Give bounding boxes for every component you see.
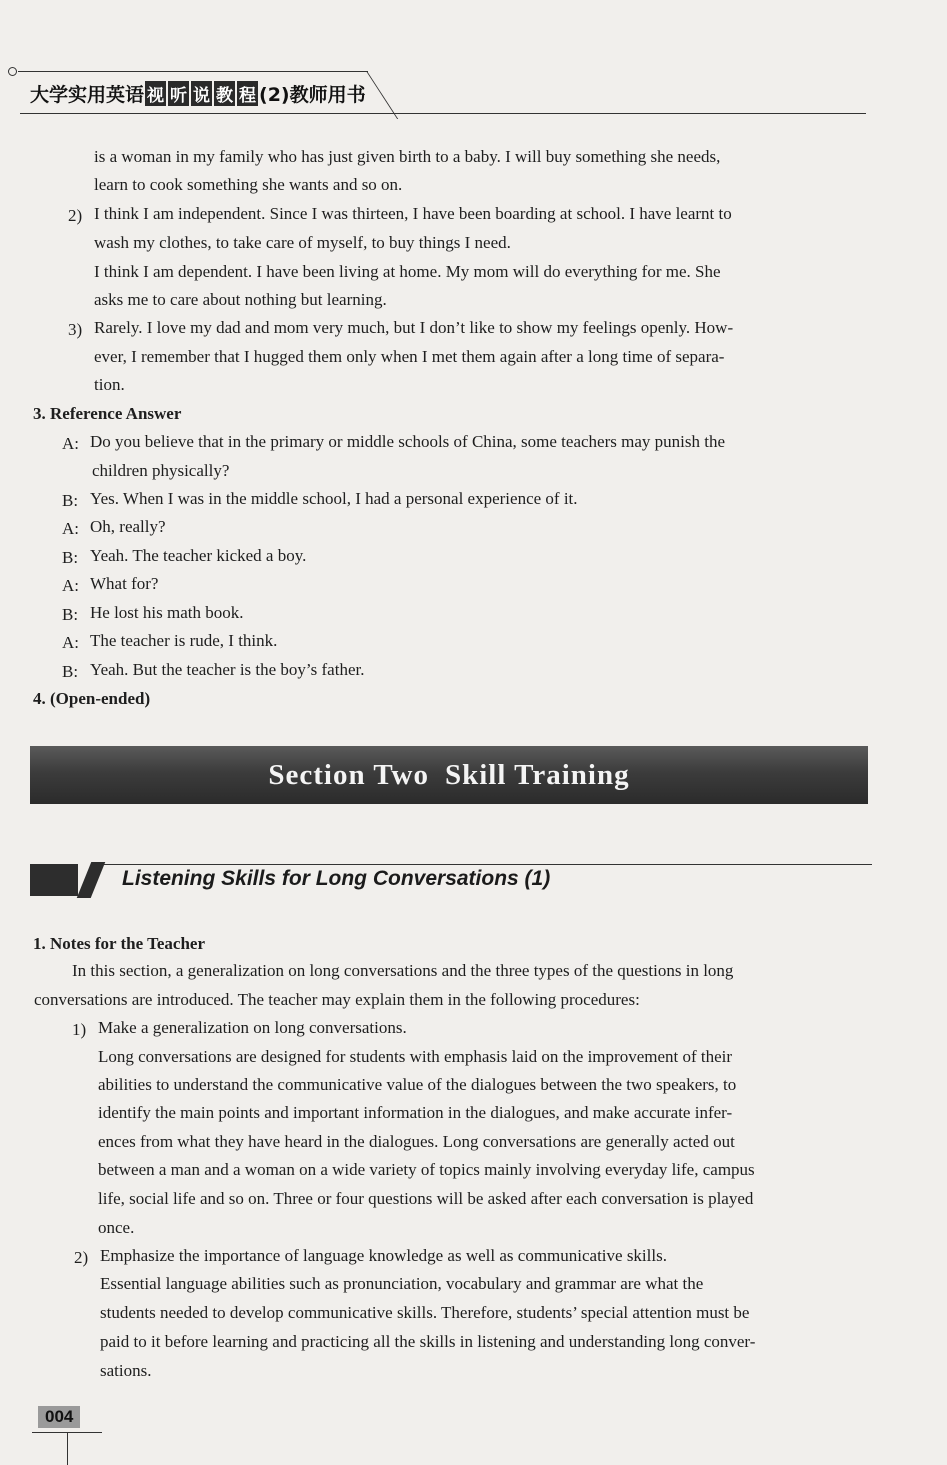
header-bottom-rule [20, 113, 866, 114]
dialogue-line: Do you believe that in the primary or middle schools of China, some teachers may punish the [90, 432, 725, 451]
dialogue-line: Oh, really? [90, 517, 166, 536]
paragraph-line: sations. [100, 1361, 152, 1380]
paragraph-line: Rarely. I love my dad and mom very much, but I don’t like to show my feelings openly. How- [94, 318, 734, 337]
paragraph-line: I think I am independent. Since I was thirteen, I have been boarding at school. I have learnt to [94, 204, 732, 223]
paragraph-line: tion. [94, 375, 125, 394]
section-heading: 1. Notes for the Teacher [33, 934, 206, 953]
paragraph-line: learn to cook something she wants and so on. [94, 175, 403, 194]
speaker-label: B: [62, 548, 79, 567]
item-number: 3) [68, 320, 83, 339]
header-title-suffix: (2)教师用书 [259, 84, 366, 106]
step-title: Emphasize the importance of language knowledge as well as communicative skills. [100, 1246, 667, 1265]
speaker-label: B: [62, 491, 79, 510]
dialogue-line: The teacher is rude, I think. [90, 631, 278, 650]
header-title-box: 视 [145, 81, 166, 106]
speaker-label: A: [62, 519, 79, 538]
section-banner [30, 746, 868, 804]
item-number: 2) [68, 206, 83, 225]
paragraph-line: ever, I remember that I hugged them only when I met them again after a long time of separa- [94, 347, 725, 366]
paragraph-line: Long conversations are designed for students with emphasis laid on the improvement of their [98, 1047, 733, 1066]
subheading-title: Listening Skills for Long Conversations (1) [122, 867, 551, 890]
footer-vertical-rule [67, 1432, 68, 1465]
speaker-label: A: [62, 434, 79, 453]
item-number: 1) [72, 1020, 87, 1039]
speaker-label: B: [62, 605, 79, 624]
step-title: Make a generalization on long conversations. [98, 1018, 407, 1037]
dialogue-line: Yeah. But the teacher is the boy’s father. [90, 660, 365, 679]
banner-part1: Section Two [268, 758, 429, 791]
header-title-prefix: 大学实用英语 [30, 84, 145, 106]
running-header [30, 80, 366, 107]
paragraph-line: I think I am dependent. I have been living at home. My mom will do everything for me. She [94, 262, 721, 281]
header-slant-rule [366, 71, 398, 119]
subheading-bar-icon [30, 864, 78, 896]
item-number: 2) [74, 1248, 89, 1267]
paragraph-line: abilities to understand the communicative value of the dialogues between the two speakers, to [98, 1075, 737, 1094]
section-heading: 4. (Open-ended) [33, 689, 151, 708]
paragraph-line: ences from what they have heard in the dialogues. Long conversations are generally acted out [98, 1132, 735, 1151]
dialogue-line: He lost his math book. [90, 603, 244, 622]
dialogue-line: children physically? [92, 461, 230, 480]
subheading-slash-icon [77, 862, 106, 898]
paragraph-line: is a woman in my family who has just given birth to a baby. I will buy something she needs, [94, 147, 721, 166]
paragraph-line: once. [98, 1218, 135, 1237]
paragraph-line: In this section, a generalization on long conversations and the three types of the questions in long [72, 961, 734, 980]
section-heading: 3. Reference Answer [33, 404, 182, 423]
paragraph-line: between a man and a woman on a wide variety of topics mainly involving everyday life, campus [98, 1160, 755, 1179]
header-ring-icon [8, 67, 17, 76]
dialogue-line: Yes. When I was in the middle school, I had a personal experience of it. [90, 489, 578, 508]
dialogue-line: Yeah. The teacher kicked a boy. [90, 546, 307, 565]
header-title-box: 听 [168, 81, 189, 106]
header-title-box: 教 [214, 81, 235, 106]
dialogue-line: What for? [90, 574, 159, 593]
speaker-label: A: [62, 633, 79, 652]
speaker-label: B: [62, 662, 79, 681]
paragraph-line: paid to it before learning and practicing all the skills in listening and understanding long conver- [100, 1332, 756, 1351]
subheading-rule [102, 864, 872, 865]
speaker-label: A: [62, 576, 79, 595]
paragraph-line: life, social life and so on. Three or four questions will be asked after each conversation is played [98, 1189, 754, 1208]
paragraph-line: identify the main points and important information in the dialogues, and make accurate infer- [98, 1103, 733, 1122]
paragraph-line: students needed to develop communicative skills. Therefore, students’ special attention must be [100, 1303, 750, 1322]
banner-part2: Skill Training [444, 758, 630, 791]
header-title-box: 说 [191, 81, 212, 106]
paragraph-line: wash my clothes, to take care of myself, to buy things I need. [94, 233, 511, 252]
paragraph-line: conversations are introduced. The teacher may explain them in the following procedures: [34, 990, 640, 1009]
header-title-box: 程 [237, 81, 258, 106]
header-top-rule [18, 71, 368, 72]
page-number: 004 [38, 1406, 80, 1428]
paragraph-line: Essential language abilities such as pronunciation, vocabulary and grammar are what the [100, 1274, 704, 1293]
paragraph-line: asks me to care about nothing but learning. [94, 290, 387, 309]
